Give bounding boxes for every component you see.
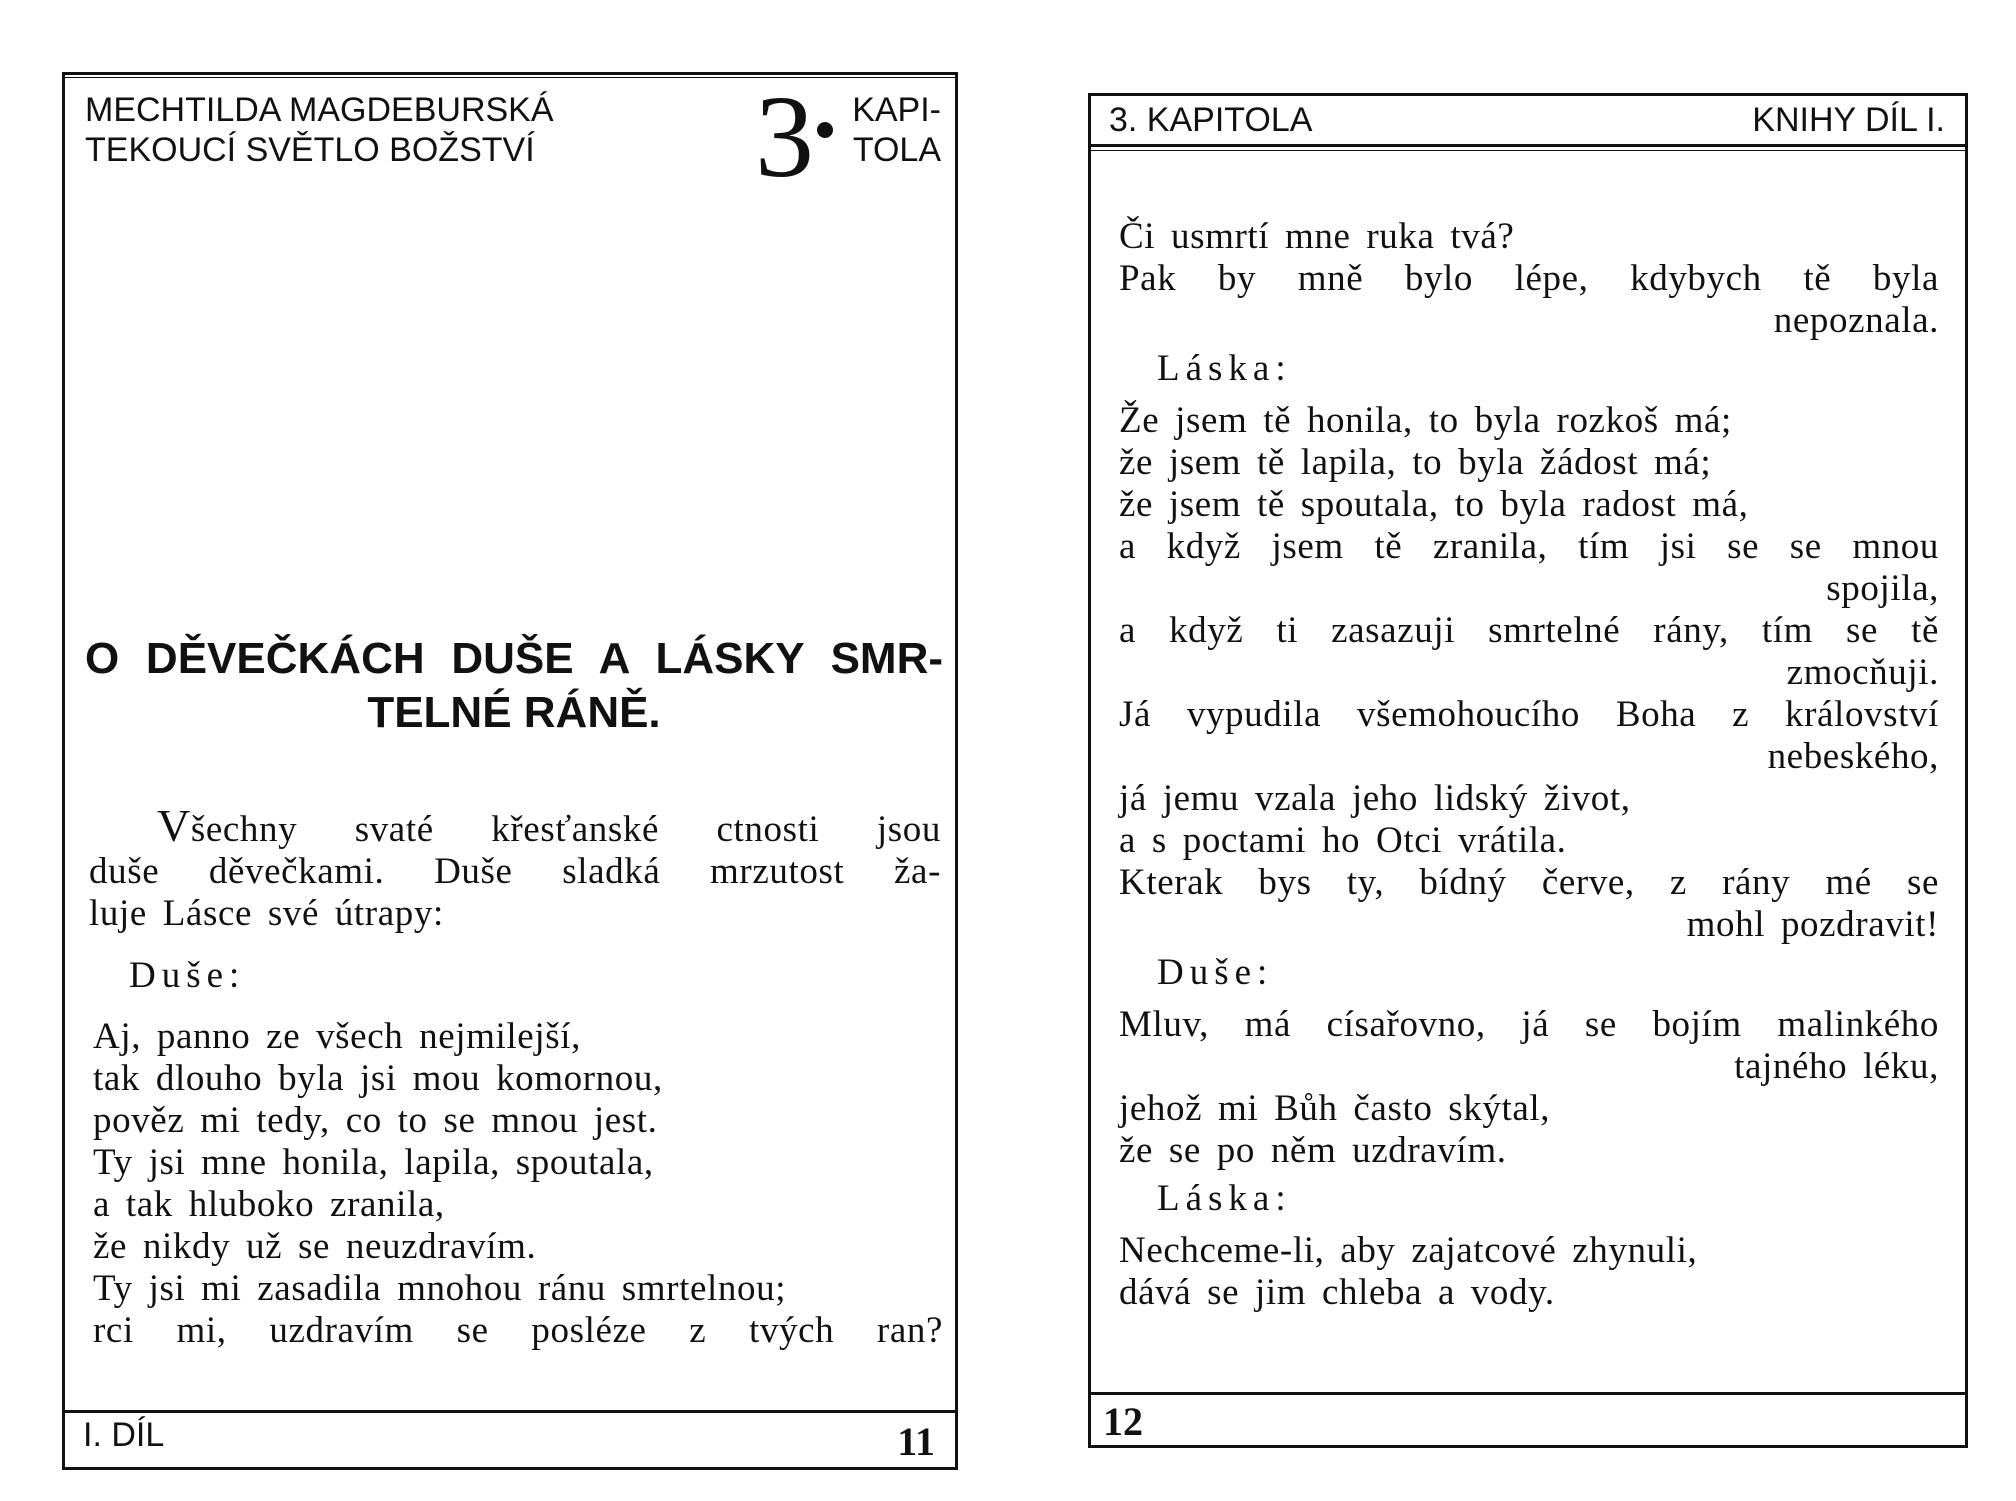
- header-rule: [1091, 144, 1965, 147]
- speaker-label: Láska:: [1157, 1178, 1292, 1219]
- verse-line: Že jsem tě honila, to byla rozkoš má;: [1119, 400, 1732, 441]
- verse-line: že nikdy už se neuzdravím.: [93, 1226, 537, 1267]
- chapter-title: [85, 632, 943, 740]
- right-footer-rule: [1091, 1392, 1965, 1395]
- verse-line: a když jsem tě zranila, tím jsi se se mnou: [1119, 526, 1939, 567]
- right-running-header-book: KNIHY DÍL I.: [1752, 101, 1945, 139]
- drop-cap: V: [157, 800, 191, 851]
- intro-line1-text: šechny svaté křesťanské ctnosti jsou: [190, 809, 941, 850]
- intro-paragraph: [89, 800, 941, 935]
- chapter-word-line2: TOLA: [852, 131, 941, 169]
- page-number-underline: [1161, 1445, 1965, 1447]
- intro-line: luje Lásce své útrapy:: [89, 893, 444, 934]
- right-page: [1088, 93, 1968, 1448]
- right-running-header-chapter: 3. KAPITOLA: [1109, 101, 1313, 139]
- speaker-label: Duše:: [129, 955, 246, 996]
- verse-line: a když ti zasazuji smrtelné rány, tím se tě: [1119, 610, 1939, 651]
- verse-line: spojila,: [1826, 568, 1939, 609]
- chapter-word-line1: KAPI-: [852, 91, 941, 129]
- intro-line: duše děvečkami. Duše sladká mrzutost ža-: [89, 851, 941, 892]
- verse-line: Ty jsi mi zasadila mnohou ránu smrtelnou;: [93, 1268, 787, 1309]
- chapter-number: 3: [755, 71, 814, 202]
- left-verse: [93, 1016, 943, 1352]
- verse-line: Či usmrtí mne ruka tvá?: [1119, 216, 1515, 257]
- verse-line: Já vypudila všemohoucího Boha z království: [1119, 694, 1939, 735]
- verse-line: Pak by mně bylo lépe, kdybych tě byla: [1119, 258, 1939, 299]
- page-number: 12: [1103, 1399, 1143, 1444]
- verse-line: že jsem tě lapila, to byla žádost má;: [1119, 442, 1712, 483]
- right-verse: [1119, 216, 1939, 1314]
- verse-line: že jsem tě spoutala, to byla radost má,: [1119, 484, 1749, 525]
- verse-line: Ty jsi mne honila, lapila, spoutala,: [93, 1142, 654, 1183]
- verse-line: a s poctami ho Otci vrátila.: [1119, 820, 1567, 861]
- chapter-dot: [817, 122, 833, 138]
- speaker-label: Duše:: [1157, 952, 1274, 993]
- verse-line: a tak hluboko zranila,: [93, 1184, 445, 1225]
- verse-line: nebeského,: [1767, 736, 1939, 777]
- left-page: [62, 72, 958, 1470]
- verse-line: zmocňuji.: [1786, 652, 1939, 693]
- header-rule-thin: [1091, 150, 1965, 151]
- verse-line: tajného léku,: [1734, 1046, 1939, 1087]
- author-name: MECHTILDA MAGDEBURSKÁ: [85, 91, 554, 129]
- verse-line: pověz mi tedy, co to se mnou jest.: [93, 1100, 658, 1141]
- volume-label: I. DÍL: [83, 1416, 165, 1454]
- page-number: 11: [897, 1419, 935, 1464]
- left-running-header: [85, 90, 554, 170]
- verse-line: nepoznala.: [1773, 300, 1939, 341]
- verse-line: Kterak bys ty, bídný červe, z rány mé se: [1119, 862, 1939, 903]
- verse-line: rci mi, uzdravím se posléze z tvých ran?: [93, 1310, 943, 1351]
- verse-line: dává se jim chleba a vody.: [1119, 1272, 1555, 1313]
- chapter-word: [841, 90, 941, 170]
- verse-line: jehož mi Bůh často skýtal,: [1119, 1088, 1551, 1129]
- verse-line: mohl pozdravit!: [1686, 904, 1939, 945]
- verse-line: tak dlouho byla jsi mou komornou,: [93, 1058, 663, 1099]
- verse-line: Nechceme-li, aby zajatcové zhynuli,: [1119, 1230, 1698, 1271]
- left-footer-rule: [65, 1410, 955, 1413]
- verse-line: Mluv, má císařovno, já se bojím malinkého: [1119, 1004, 1939, 1045]
- speaker-label: Láska:: [1157, 348, 1292, 389]
- verse-line: já jemu vzala jeho lidský život,: [1119, 778, 1631, 819]
- intro-line: [89, 800, 941, 851]
- verse-line: Aj, panno ze všech nejmilejší,: [93, 1016, 581, 1057]
- book-title: TEKOUCÍ SVĚTLO BOŽSTVÍ: [85, 131, 535, 169]
- verse-line: že se po něm uzdravím.: [1119, 1130, 1507, 1171]
- chapter-title-line1: O DĚVEČKÁCH DUŠE A LÁSKY SMR-: [85, 634, 943, 683]
- chapter-title-line2: TELNÉ RÁNĚ.: [367, 688, 661, 737]
